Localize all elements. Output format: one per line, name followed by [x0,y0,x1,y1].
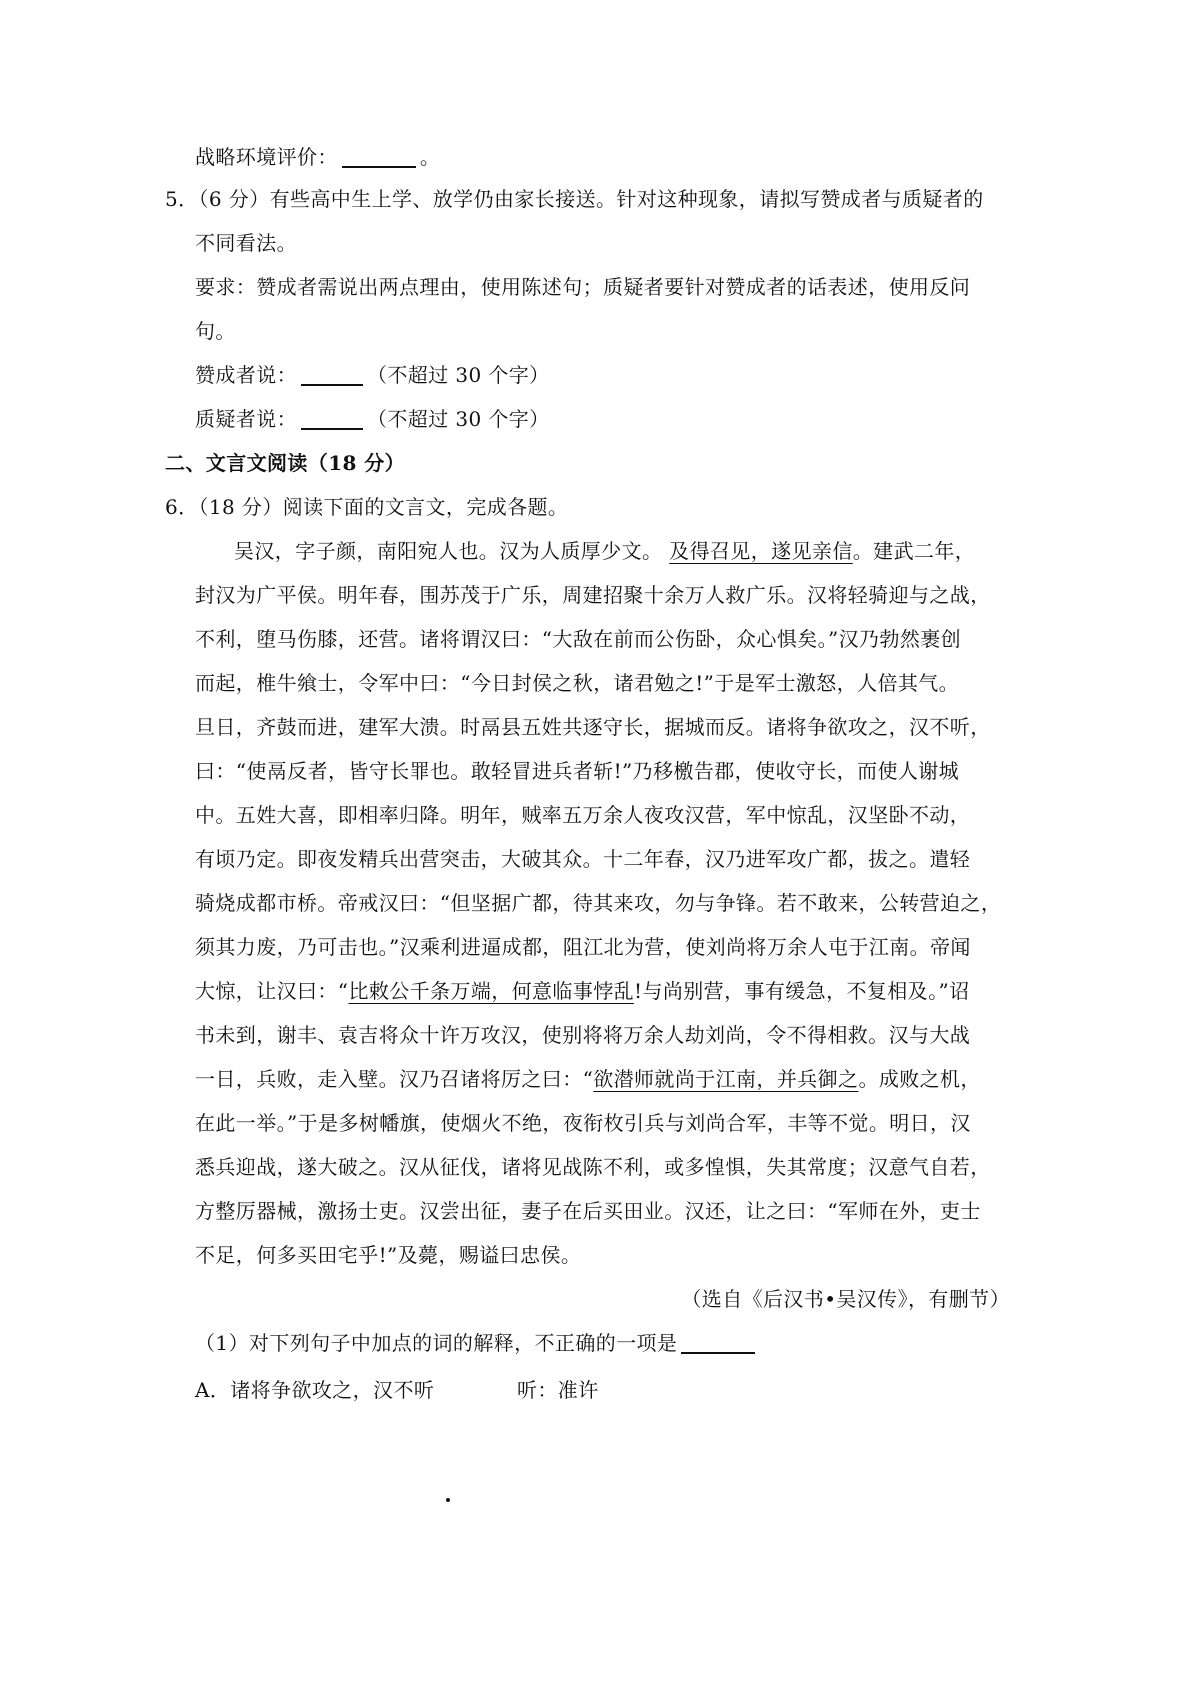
question-6-1-stem: （1）对下列句子中加点的词的解释，不正确的一项是 [195,1329,759,1357]
passage-line-17: 不足，何多买田宅乎!”及薨，赐谥曰忠侯。 [195,1243,582,1267]
passage-line-10: 须其力废，乃可击也。”汉乘利进逼成都，阻江北为营，使刘尚将万余人屯于江南。帝闻 [195,935,971,959]
option-a-explanation: 听：准许 [517,1378,599,1402]
supporter-answer-blank[interactable] [301,364,363,386]
section-2-heading: 二、文言文阅读（18 分） [165,451,405,475]
question-5-requirement: 要求：赞成者需说出两点理由，使用陈述句；质疑者要针对赞成者的话表述，使用反问 [195,275,971,299]
question-5-stem: 5．（6 分）有些高中生上学、放学仍由家长接送。针对这种现象，请拟写赞成者与质疑者的 [165,187,984,211]
passage-line-12: 书未到，谢丰、袁吉将众十许万攻汉，使别将将万余人劫刘尚，令不得相救。汉与大战 [195,1023,971,1047]
passage-line-9: 骑烧成都市桥。帝戒汉曰：“但坚据广都，待其来攻，勿与争锋。若不敢来，公转营迫之， [195,891,1002,915]
passage-line-3: 不利，堕马伤膝，还营。诸将谓汉曰：“大敌在前而公伤卧，众心惧矣。”汉乃勃然裹创 [195,627,962,651]
doubter-line: 质疑者说： （不超过 30 个字） [195,407,550,431]
passage-line-16: 方整厉器械，激扬士吏。汉尝出征，妻子在后买田业。汉还，让之曰：“军师在外，吏士 [195,1199,981,1223]
answer-blank[interactable] [342,146,416,168]
passage-line-15: 悉兵迎战，遂大破之。汉从征伐，诸将见战陈不利，或多惶惧，失其常度；汉意气自若， [195,1155,991,1179]
underlined-sentence-1: 及得召见，遂见亲信 [669,539,853,563]
passage-line-5: 旦日，齐鼓而进，建军大溃。时鬲县五姓共逐守长，据城而反。诸将争欲攻之，汉不听， [195,715,991,739]
passage-line-11: 大惊，让汉曰：“比敕公千条万端，何意临事悖乱!与尚别营，事有缓急，不复相及。”诏 [195,979,970,1003]
supporter-line: 赞成者说： （不超过 30 个字） [195,363,550,387]
passage-line-6: 曰：“使鬲反者，皆守长罪也。敢轻冒进兵者斩!”乃移檄告郡，使收守长，而使人谢城 [195,759,960,783]
option-a-sentence: A．诸将争欲攻之，汉不听 [195,1378,435,1402]
choice-answer-blank[interactable] [681,1332,755,1354]
underlined-sentence-2: 比敕公千条万端，何意临事悖乱 [348,979,635,1003]
emphasis-dot-mark [446,1498,450,1502]
doubter-answer-blank[interactable] [301,408,363,430]
question-5-requirement-cont: 句。 [195,319,236,343]
question-6-stem: 6．（18 分）阅读下面的文言文，完成各题。 [165,495,569,519]
passage-line-13: 一日，兵败，走入壁。汉乃召诸将厉之曰：“欲潜师就尚于江南，并兵御之。成败之机， [195,1067,981,1091]
passage-source: （选自《后汉书•吴汉传》，有删节） [681,1287,1010,1311]
passage-line-14: 在此一举。”于是多树幡旗，使烟火不绝，夜衔枚引兵与刘尚合军，丰等不觉。明日，汉 [195,1111,971,1135]
underlined-sentence-3: 欲潜师就尚于江南，并兵御之 [593,1067,859,1091]
passage-line-2: 封汉为广平侯。明年春，围苏茂于广乐，周建招聚十余万人救广乐。汉将轻骑迎与之战， [195,583,991,607]
strategy-evaluation-line: 战略环境评价： 。 [195,145,441,169]
passage-line-4: 而起，椎牛飨士，令军中曰：“今日封侯之秋，诸君勉之!”于是军士激怒，人倍其气。 [195,671,960,695]
question-5-stem-cont: 不同看法。 [195,231,297,255]
passage-line-8: 有顷乃定。即夜发精兵出营突击，大破其众。十二年春，汉乃进军攻广都，拔之。遣轻 [195,847,971,871]
passage-line-7: 中。五姓大喜，即相率归降。明年，贼率五万余人夜攻汉营，军中惊乱，汉坚卧不动， [195,803,971,827]
passage-line-1: 吴汉，字子颜，南阳宛人也。汉为人质厚少文。 及得召见，遂见亲信。建武二年， [234,539,976,563]
